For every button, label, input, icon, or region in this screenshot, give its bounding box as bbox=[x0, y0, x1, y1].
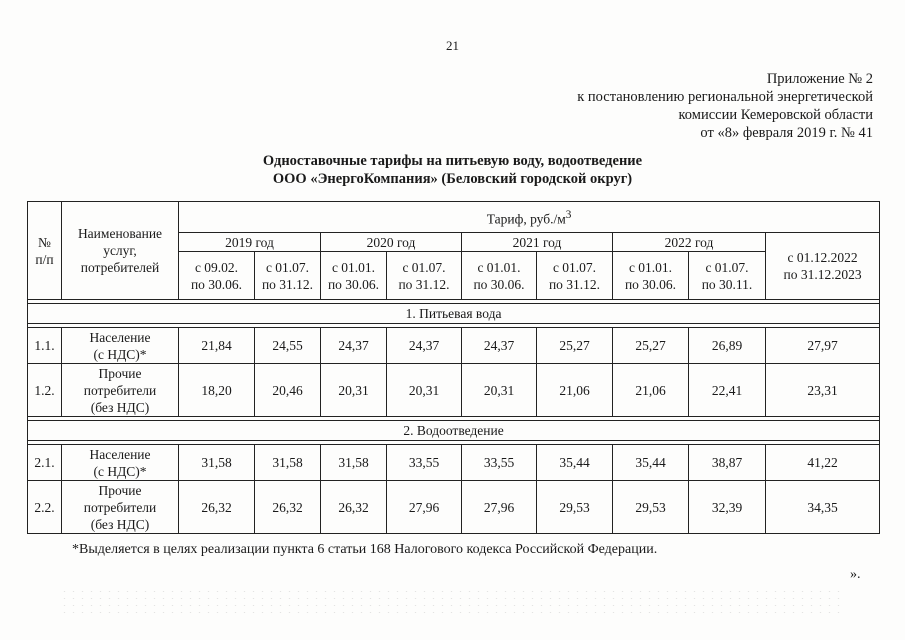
tariff-value: 33,55 bbox=[462, 445, 537, 481]
period-line: с 01.01. bbox=[628, 259, 673, 275]
appendix-line: Приложение № 2 bbox=[766, 71, 873, 87]
period-line: с 01.01. bbox=[477, 259, 521, 275]
period-line: с 01.12.2022 bbox=[787, 250, 858, 265]
period-line: с 01.07. bbox=[705, 259, 749, 275]
tariff-value: 21,06 bbox=[537, 364, 613, 417]
table-row bbox=[28, 364, 880, 417]
tariff-value: 25,27 bbox=[613, 328, 689, 364]
tariff-value: 22,41 bbox=[689, 364, 766, 417]
row-name-line: Население bbox=[89, 329, 151, 345]
period-header bbox=[537, 252, 613, 300]
tariff-value: 25,27 bbox=[537, 328, 613, 364]
tariff-value: 20,31 bbox=[462, 364, 537, 417]
period-header bbox=[387, 252, 462, 300]
period-header bbox=[689, 252, 766, 300]
row-name-line: Прочие bbox=[98, 365, 142, 381]
tariff-value: 34,35 bbox=[766, 481, 880, 534]
section-row bbox=[28, 304, 880, 324]
title-line: Одноставочные тарифы на питьевую воду, водоотведение bbox=[262, 153, 643, 169]
period-header bbox=[462, 252, 537, 300]
period-line: с 09.02. bbox=[194, 259, 239, 275]
table-row bbox=[28, 445, 880, 481]
tariff-value: 35,44 bbox=[613, 445, 689, 481]
scan-noise bbox=[60, 588, 840, 618]
tariff-value: 38,87 bbox=[689, 445, 766, 481]
tariff-value: 32,39 bbox=[689, 481, 766, 534]
row-name-line: потребители bbox=[83, 382, 157, 398]
table-row bbox=[28, 481, 880, 534]
tariff-value: 24,55 bbox=[255, 328, 321, 364]
period-line: по 30.06. bbox=[190, 276, 243, 292]
period-line: по 30.06. bbox=[327, 276, 380, 292]
document-title bbox=[0, 152, 905, 188]
tariff-value: 24,37 bbox=[321, 328, 387, 364]
footnote: *Выделяется в целях реализации пункта 6 статьи 168 Налогового кодекса Российской Федерации. bbox=[72, 542, 658, 557]
appendix-line: от «8» февраля 2019 г. № 41 bbox=[700, 125, 873, 141]
tariff-value: 21,06 bbox=[613, 364, 689, 417]
table-row bbox=[28, 328, 880, 364]
period-line: по 31.12. bbox=[548, 276, 601, 292]
tariff-value: 26,89 bbox=[689, 328, 766, 364]
tariff-value: 27,97 bbox=[766, 328, 880, 364]
tariff-value: 18,20 bbox=[179, 364, 255, 417]
tariff-value: 31,58 bbox=[255, 445, 321, 481]
period-header bbox=[766, 233, 880, 300]
period-header bbox=[321, 252, 387, 300]
period-line: по 30.11. bbox=[701, 276, 753, 292]
period-line: с 01.07. bbox=[552, 259, 597, 275]
tariff-value: 26,32 bbox=[321, 481, 387, 534]
tariff-value: 31,58 bbox=[179, 445, 255, 481]
period-line: по 31.12. bbox=[261, 276, 314, 292]
appendix-reference bbox=[577, 70, 873, 142]
tariff-value: 29,53 bbox=[537, 481, 613, 534]
appendix-line: к постановлению региональной энергетической bbox=[577, 89, 873, 105]
period-header bbox=[613, 252, 689, 300]
tariff-value: 20,31 bbox=[321, 364, 387, 417]
year-header: 2021 год bbox=[462, 233, 613, 252]
header-name bbox=[62, 202, 179, 300]
section-row bbox=[28, 421, 880, 441]
tariff-value: 27,96 bbox=[462, 481, 537, 534]
title-line: ООО «ЭнергоКомпания» (Беловский городской округ) bbox=[272, 171, 633, 187]
tariff-value: 23,31 bbox=[766, 364, 880, 417]
row-name bbox=[62, 445, 179, 481]
period-line: по 31.12. bbox=[398, 276, 450, 292]
tariff-value: 21,84 bbox=[179, 328, 255, 364]
row-name-line: (без НДС) bbox=[90, 399, 150, 415]
period-header bbox=[255, 252, 321, 300]
tariff-value: 35,44 bbox=[537, 445, 613, 481]
tariff-value: 24,37 bbox=[387, 328, 462, 364]
row-name-line: Население bbox=[89, 446, 151, 462]
tariff-value: 20,31 bbox=[387, 364, 462, 417]
tariff-value: 26,32 bbox=[179, 481, 255, 534]
row-name-line: (с НДС)* bbox=[93, 463, 147, 479]
year-header: 2022 год bbox=[613, 233, 766, 252]
header-name-label: Наименование услуг, потребителей bbox=[77, 226, 163, 275]
row-name-line: (с НДС)* bbox=[93, 346, 147, 362]
period-header bbox=[179, 252, 255, 300]
year-header: 2020 год bbox=[321, 233, 462, 252]
appendix-line: комиссии Кемеровской области bbox=[678, 107, 873, 123]
tariff-value: 33,55 bbox=[387, 445, 462, 481]
header-num bbox=[28, 202, 62, 300]
tariff-unit-sup: 3 bbox=[565, 208, 572, 221]
tariff-value: 20,46 bbox=[255, 364, 321, 417]
page-number: 21 bbox=[446, 38, 459, 53]
period-line: с 01.01. bbox=[331, 259, 376, 275]
header-tariff bbox=[179, 202, 880, 233]
tariff-value: 41,22 bbox=[766, 445, 880, 481]
row-name-line: потребители bbox=[83, 499, 157, 515]
section-title: 1. Питьевая вода bbox=[28, 304, 880, 324]
period-line: по 30.06. bbox=[624, 276, 677, 292]
row-name-line: (без НДС) bbox=[90, 516, 150, 532]
row-number: 1.1. bbox=[28, 328, 62, 364]
row-name bbox=[62, 364, 179, 417]
row-name bbox=[62, 328, 179, 364]
row-number: 2.2. bbox=[28, 481, 62, 534]
section-title: 2. Водоотведение bbox=[28, 421, 880, 441]
closing-quote: ». bbox=[850, 567, 861, 582]
row-name bbox=[62, 481, 179, 534]
tariff-label: Тариф, руб./м bbox=[486, 211, 566, 227]
tariff-value: 24,37 bbox=[462, 328, 537, 364]
year-header: 2019 год bbox=[179, 233, 321, 252]
row-name-line: Прочие bbox=[98, 482, 142, 498]
row-number: 1.2. bbox=[28, 364, 62, 417]
period-line: по 31.12.2023 bbox=[783, 267, 862, 282]
tariff-value: 27,96 bbox=[387, 481, 462, 534]
period-line: по 30.06. bbox=[473, 276, 525, 292]
row-number: 2.1. bbox=[28, 445, 62, 481]
header-num-label: № п/п bbox=[35, 234, 54, 267]
period-line: с 01.07. bbox=[402, 259, 446, 275]
tariff-value: 31,58 bbox=[321, 445, 387, 481]
tariff-value: 29,53 bbox=[613, 481, 689, 534]
tariff-table bbox=[27, 201, 880, 534]
period-line: с 01.07. bbox=[265, 259, 310, 275]
tariff-value: 26,32 bbox=[255, 481, 321, 534]
